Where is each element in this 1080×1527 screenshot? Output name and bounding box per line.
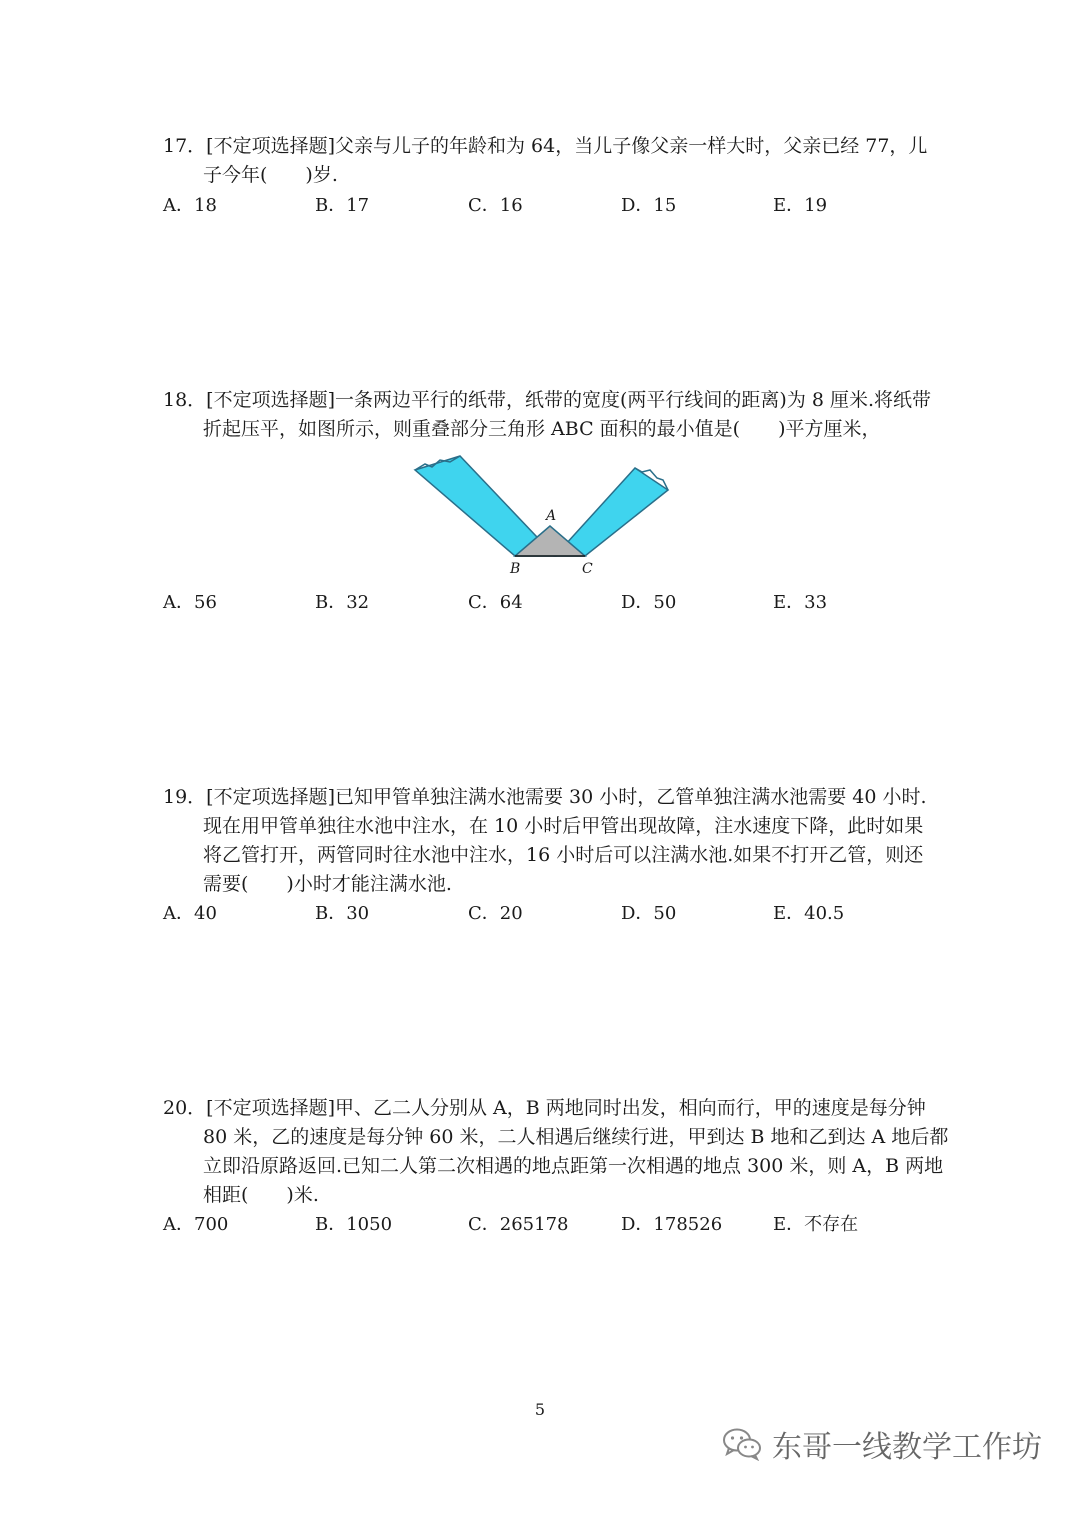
option-e[interactable]: E．40.5 (773, 903, 845, 924)
option-b[interactable]: B．17 (315, 195, 370, 216)
question-19 (163, 783, 927, 899)
question-20 (163, 1094, 949, 1210)
question-text: 立即沿原路返回.已知二人第二次相遇的地点距第一次相遇的地点 300 米，则 A，B 两地 (203, 1155, 944, 1177)
question-text: 18．[不定项选择题]一条两边平行的纸带，纸带的宽度(两平行线间的距离)为 8 厘米.将纸带 (163, 389, 932, 411)
label-a: A (546, 508, 557, 524)
question-text: 将乙管打开，两管同时往水池中注水，16 小时后可以注满水池.如果不打开乙管，则还 (203, 844, 924, 866)
question-text: 折起压平，如图所示，则重叠部分三角形 ABC 面积的最小值是( )平方厘米， (203, 418, 881, 440)
option-d[interactable]: D．50 (621, 903, 677, 924)
question-text: 20．[不定项选择题]甲、乙二人分别从 A，B 两地同时出发，相向而行，甲的速度是每分钟 (163, 1097, 926, 1119)
question-text: 需要( )小时才能注满水池. (203, 873, 452, 895)
question-text: 相距( )米. (203, 1184, 319, 1206)
question-17 (163, 132, 928, 190)
option-d[interactable]: D．50 (621, 592, 677, 613)
option-b[interactable]: B．32 (315, 592, 370, 613)
option-a[interactable]: A．700 (163, 1214, 229, 1235)
watermark (722, 1422, 1042, 1466)
question-text: 子今年( )岁. (203, 164, 338, 186)
option-c[interactable]: C．64 (468, 592, 523, 613)
label-c: C (582, 561, 593, 577)
option-c[interactable]: C．16 (468, 195, 523, 216)
option-a[interactable]: A．18 (163, 195, 217, 216)
wechat-icon (722, 1427, 762, 1461)
page-number: 5 (534, 1400, 546, 1419)
watermark-text: 东哥一线教学工作坊 (772, 1430, 1042, 1465)
option-d[interactable]: D．15 (621, 195, 677, 216)
option-d[interactable]: D．178526 (621, 1214, 723, 1235)
option-e[interactable]: E．19 (773, 195, 828, 216)
question-text: 19．[不定项选择题]已知甲管单独注满水池需要 30 小时，乙管单独注满水池需要 40 小时. (163, 786, 927, 808)
right-strip (555, 468, 668, 556)
option-c[interactable]: C．20 (468, 903, 523, 924)
option-c[interactable]: C．265178 (468, 1214, 569, 1235)
options-19 (163, 899, 933, 928)
option-b[interactable]: B．1050 (315, 1214, 393, 1235)
options-17 (163, 191, 933, 220)
label-b: B (510, 561, 521, 577)
folded-strip-figure (410, 448, 680, 578)
option-a[interactable]: A．56 (163, 592, 217, 613)
question-text: 17．[不定项选择题]父亲与儿子的年龄和为 64，当儿子像父亲一样大时，父亲已经 77，儿 (163, 135, 928, 157)
option-a[interactable]: A．40 (163, 903, 217, 924)
option-e[interactable]: E．不存在 (773, 1214, 859, 1235)
option-e[interactable]: E．33 (773, 592, 828, 613)
question-18 (163, 386, 932, 444)
options-18 (163, 588, 933, 617)
options-20 (163, 1210, 933, 1239)
option-b[interactable]: B．30 (315, 903, 370, 924)
question-text: 80 米，乙的速度是每分钟 60 米，二人相遇后继续行进，甲到达 B 地和乙到达 A 地后都 (203, 1126, 949, 1148)
question-text: 现在用甲管单独往水池中注水，在 10 小时后甲管出现故障，注水速度下降，此时如果 (203, 815, 924, 837)
